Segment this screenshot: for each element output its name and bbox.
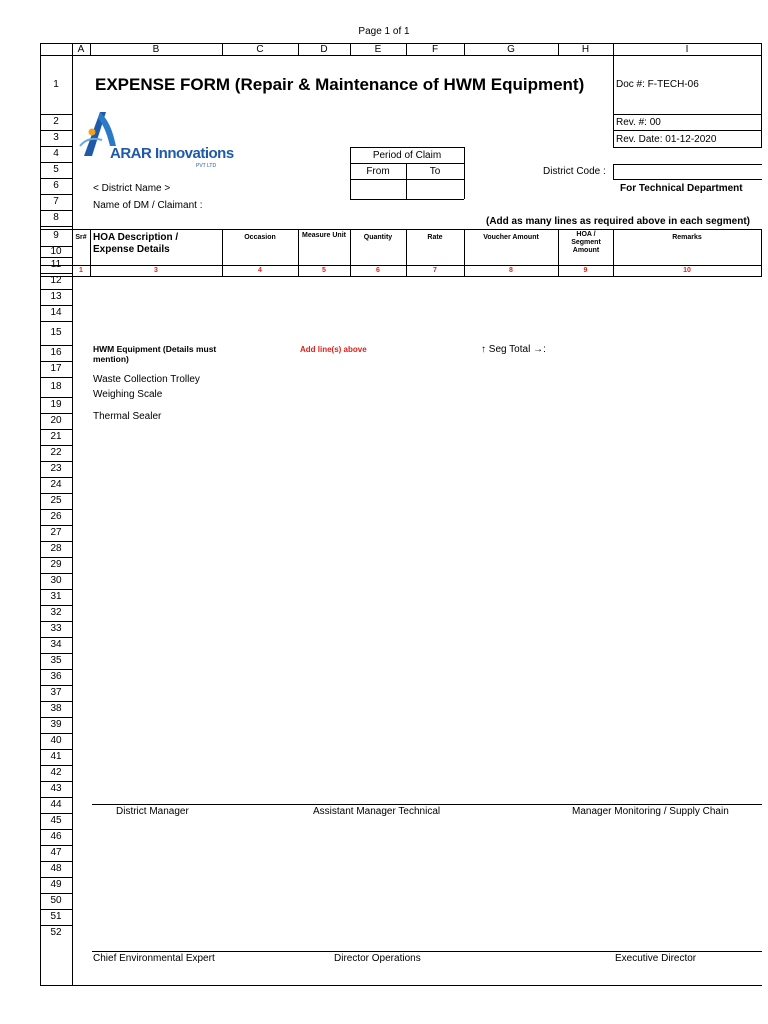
col-header-e: E — [374, 44, 382, 55]
header-remarks: Remarks — [672, 234, 702, 241]
row-separator — [40, 146, 72, 147]
row-number: 10 — [50, 245, 62, 257]
claimant-name-label: Name of DM / Claimant : — [93, 200, 203, 211]
signature-district-manager: District Manager — [116, 806, 189, 817]
row-separator — [40, 685, 72, 686]
col-header-d: D — [320, 44, 328, 55]
logo-subtext: PVT LTD — [196, 163, 217, 169]
row-separator — [40, 305, 72, 306]
row-separator — [40, 114, 72, 115]
row-number: 39 — [50, 719, 62, 730]
row-separator — [40, 797, 72, 798]
row-number: 27 — [50, 527, 62, 538]
logo-text: ARAR Innovations — [110, 145, 234, 162]
row-separator — [40, 893, 72, 894]
revision-number: Rev. #: 00 — [616, 117, 661, 128]
list-item: Thermal Sealer — [93, 411, 162, 422]
row-number: 17 — [50, 363, 62, 374]
row-separator — [40, 210, 72, 211]
row-number: 4 — [53, 148, 59, 159]
row-separator — [40, 377, 72, 378]
row-separator — [40, 345, 72, 346]
row-separator — [40, 397, 72, 398]
row-separator — [40, 226, 72, 227]
col-number: 7 — [433, 267, 437, 274]
row-separator — [40, 557, 72, 558]
row-separator — [40, 781, 72, 782]
row-separator — [40, 701, 72, 702]
row-number: 20 — [50, 415, 62, 426]
header-quantity: Quantity — [363, 234, 393, 241]
row-separator — [40, 573, 72, 574]
row-number: 21 — [50, 431, 62, 442]
row-separator — [40, 461, 72, 462]
signature-director-operations: Director Operations — [334, 953, 421, 964]
row-separator — [40, 605, 72, 606]
row-number: 18 — [50, 381, 62, 392]
row-separator — [40, 733, 72, 734]
row-number: 22 — [50, 447, 62, 458]
row-number: 51 — [50, 911, 62, 922]
col-number: 3 — [154, 267, 158, 274]
row-number: 11 — [50, 259, 62, 270]
row-separator — [40, 321, 72, 322]
header-measure-unit: Measure Unit — [302, 232, 346, 239]
doc-number: Doc #: F-TECH-06 — [616, 79, 699, 90]
col-number: 9 — [583, 267, 588, 274]
col-number: 5 — [322, 267, 326, 274]
list-item: Waste Collection Trolley — [93, 374, 200, 385]
row-number: 3 — [53, 132, 59, 143]
row-separator — [40, 813, 72, 814]
row-number: 15 — [50, 327, 62, 338]
row-number: 29 — [50, 559, 62, 570]
row-separator — [40, 525, 72, 526]
row-separator — [40, 621, 72, 622]
row-number: 14 — [50, 307, 62, 318]
row-number: 37 — [50, 687, 62, 698]
col-number: 6 — [376, 267, 380, 274]
row-separator — [40, 413, 72, 414]
row-number: 46 — [50, 831, 62, 842]
add-lines-above-note: Add line(s) above — [300, 345, 367, 354]
row-number: 38 — [50, 703, 62, 714]
department-label: For Technical Department — [620, 183, 743, 194]
col-header-g: G — [507, 44, 515, 55]
revision-date: Rev. Date: 01-12-2020 — [616, 134, 717, 145]
row-number: 41 — [50, 751, 62, 762]
row-number: 23 — [50, 463, 62, 474]
row-number: 28 — [50, 543, 62, 554]
col-number: 1 — [79, 267, 83, 274]
row-number: 9 — [53, 230, 59, 241]
row-number: 44 — [50, 799, 62, 810]
page-label: Page 1 of 1 — [358, 26, 410, 37]
row-number: 26 — [50, 511, 62, 522]
add-lines-note: (Add as many lines as required above in each segment) — [486, 216, 750, 227]
row-number: 43 — [50, 783, 62, 794]
col-number: 4 — [258, 267, 262, 274]
signature-manager-monitoring: Manager Monitoring / Supply Chain — [572, 806, 729, 817]
row-separator — [40, 361, 72, 362]
col-header-h: H — [581, 44, 590, 55]
row-separator — [40, 925, 72, 926]
period-of-claim-label: Period of Claim — [372, 150, 442, 161]
period-to-label: To — [429, 166, 441, 177]
row-separator — [40, 637, 72, 638]
row-number: 34 — [50, 639, 62, 650]
row-separator — [40, 653, 72, 654]
header-hoa-description: HOA Description / Expense Details — [93, 232, 179, 255]
row-separator — [40, 178, 72, 179]
row-separator — [40, 589, 72, 590]
header-voucher-amount: Voucher Amount — [483, 234, 539, 241]
header-segment-amount: HOA / Segment Amount — [571, 231, 601, 254]
col-header-f: F — [431, 44, 439, 55]
signature-assistant-manager-technical: Assistant Manager Technical — [313, 806, 441, 817]
row-number: 48 — [50, 863, 62, 874]
row-separator — [40, 429, 72, 430]
row-number: 32 — [50, 607, 62, 618]
row-number: 1 — [53, 78, 59, 90]
row-number: 40 — [50, 735, 62, 746]
row-number: 33 — [50, 623, 62, 634]
row-number: 16 — [50, 347, 62, 358]
row-number: 13 — [50, 291, 62, 302]
row-number: 8 — [53, 212, 59, 223]
row-separator — [40, 194, 72, 195]
row-separator — [40, 909, 72, 910]
row-separator — [40, 445, 72, 446]
district-name-label: < District Name > — [93, 183, 171, 194]
segment-total-label: ↑ Seg Total →: — [481, 344, 546, 355]
row-number: 6 — [53, 180, 59, 191]
row-number: 49 — [50, 879, 62, 890]
row-number: 19 — [50, 399, 62, 410]
header-occasion: Occasion — [244, 234, 276, 241]
row-number: 31 — [50, 591, 62, 602]
row-number: 24 — [50, 479, 62, 490]
row-separator — [40, 717, 72, 718]
header-rate: Rate — [427, 234, 443, 241]
row-number: 45 — [50, 815, 62, 826]
row-separator — [40, 861, 72, 862]
row-separator — [40, 669, 72, 670]
signature-chief-environmental-expert: Chief Environmental Expert — [93, 953, 215, 964]
row-number: 52 — [50, 927, 62, 938]
row-number: 5 — [53, 164, 59, 175]
row-separator — [40, 749, 72, 750]
row-separator — [40, 257, 72, 258]
row-number: 7 — [53, 196, 59, 207]
list-item: Weighing Scale — [93, 389, 163, 400]
col-header-c: C — [256, 44, 264, 55]
row-separator — [40, 765, 72, 766]
row-number: 2 — [53, 116, 59, 127]
row-separator — [40, 829, 72, 830]
row-separator — [40, 477, 72, 478]
row-number: 12 — [50, 275, 62, 286]
col-number: 10 — [683, 267, 691, 274]
row-separator — [40, 130, 72, 131]
row-separator — [40, 877, 72, 878]
row-separator — [40, 509, 72, 510]
row-number: 25 — [50, 495, 62, 506]
header-sr: Sr# — [75, 234, 87, 241]
row-number: 30 — [50, 575, 62, 586]
district-code-label: District Code : — [543, 166, 606, 177]
row-number: 36 — [50, 671, 62, 682]
col-number: 8 — [509, 267, 513, 274]
row-separator — [40, 273, 72, 274]
row-number: 35 — [50, 655, 62, 666]
period-from-label: From — [366, 166, 390, 177]
row-separator — [40, 493, 72, 494]
row-separator — [40, 541, 72, 542]
col-header-i: I — [685, 44, 689, 55]
row-number: 50 — [50, 895, 62, 906]
row-number: 42 — [50, 767, 62, 778]
form-title: EXPENSE FORM (Repair & Maintenance of HWM Equipment) — [95, 75, 585, 94]
signature-executive-director: Executive Director — [615, 953, 697, 964]
hwm-equipment-heading: HWM Equipment (Details must mention) — [93, 344, 217, 364]
row-separator — [40, 162, 72, 163]
row-number: 47 — [50, 847, 62, 858]
row-separator — [40, 845, 72, 846]
row-separator — [40, 289, 72, 290]
col-header-b: B — [152, 44, 160, 55]
col-header-a: A — [77, 44, 85, 55]
